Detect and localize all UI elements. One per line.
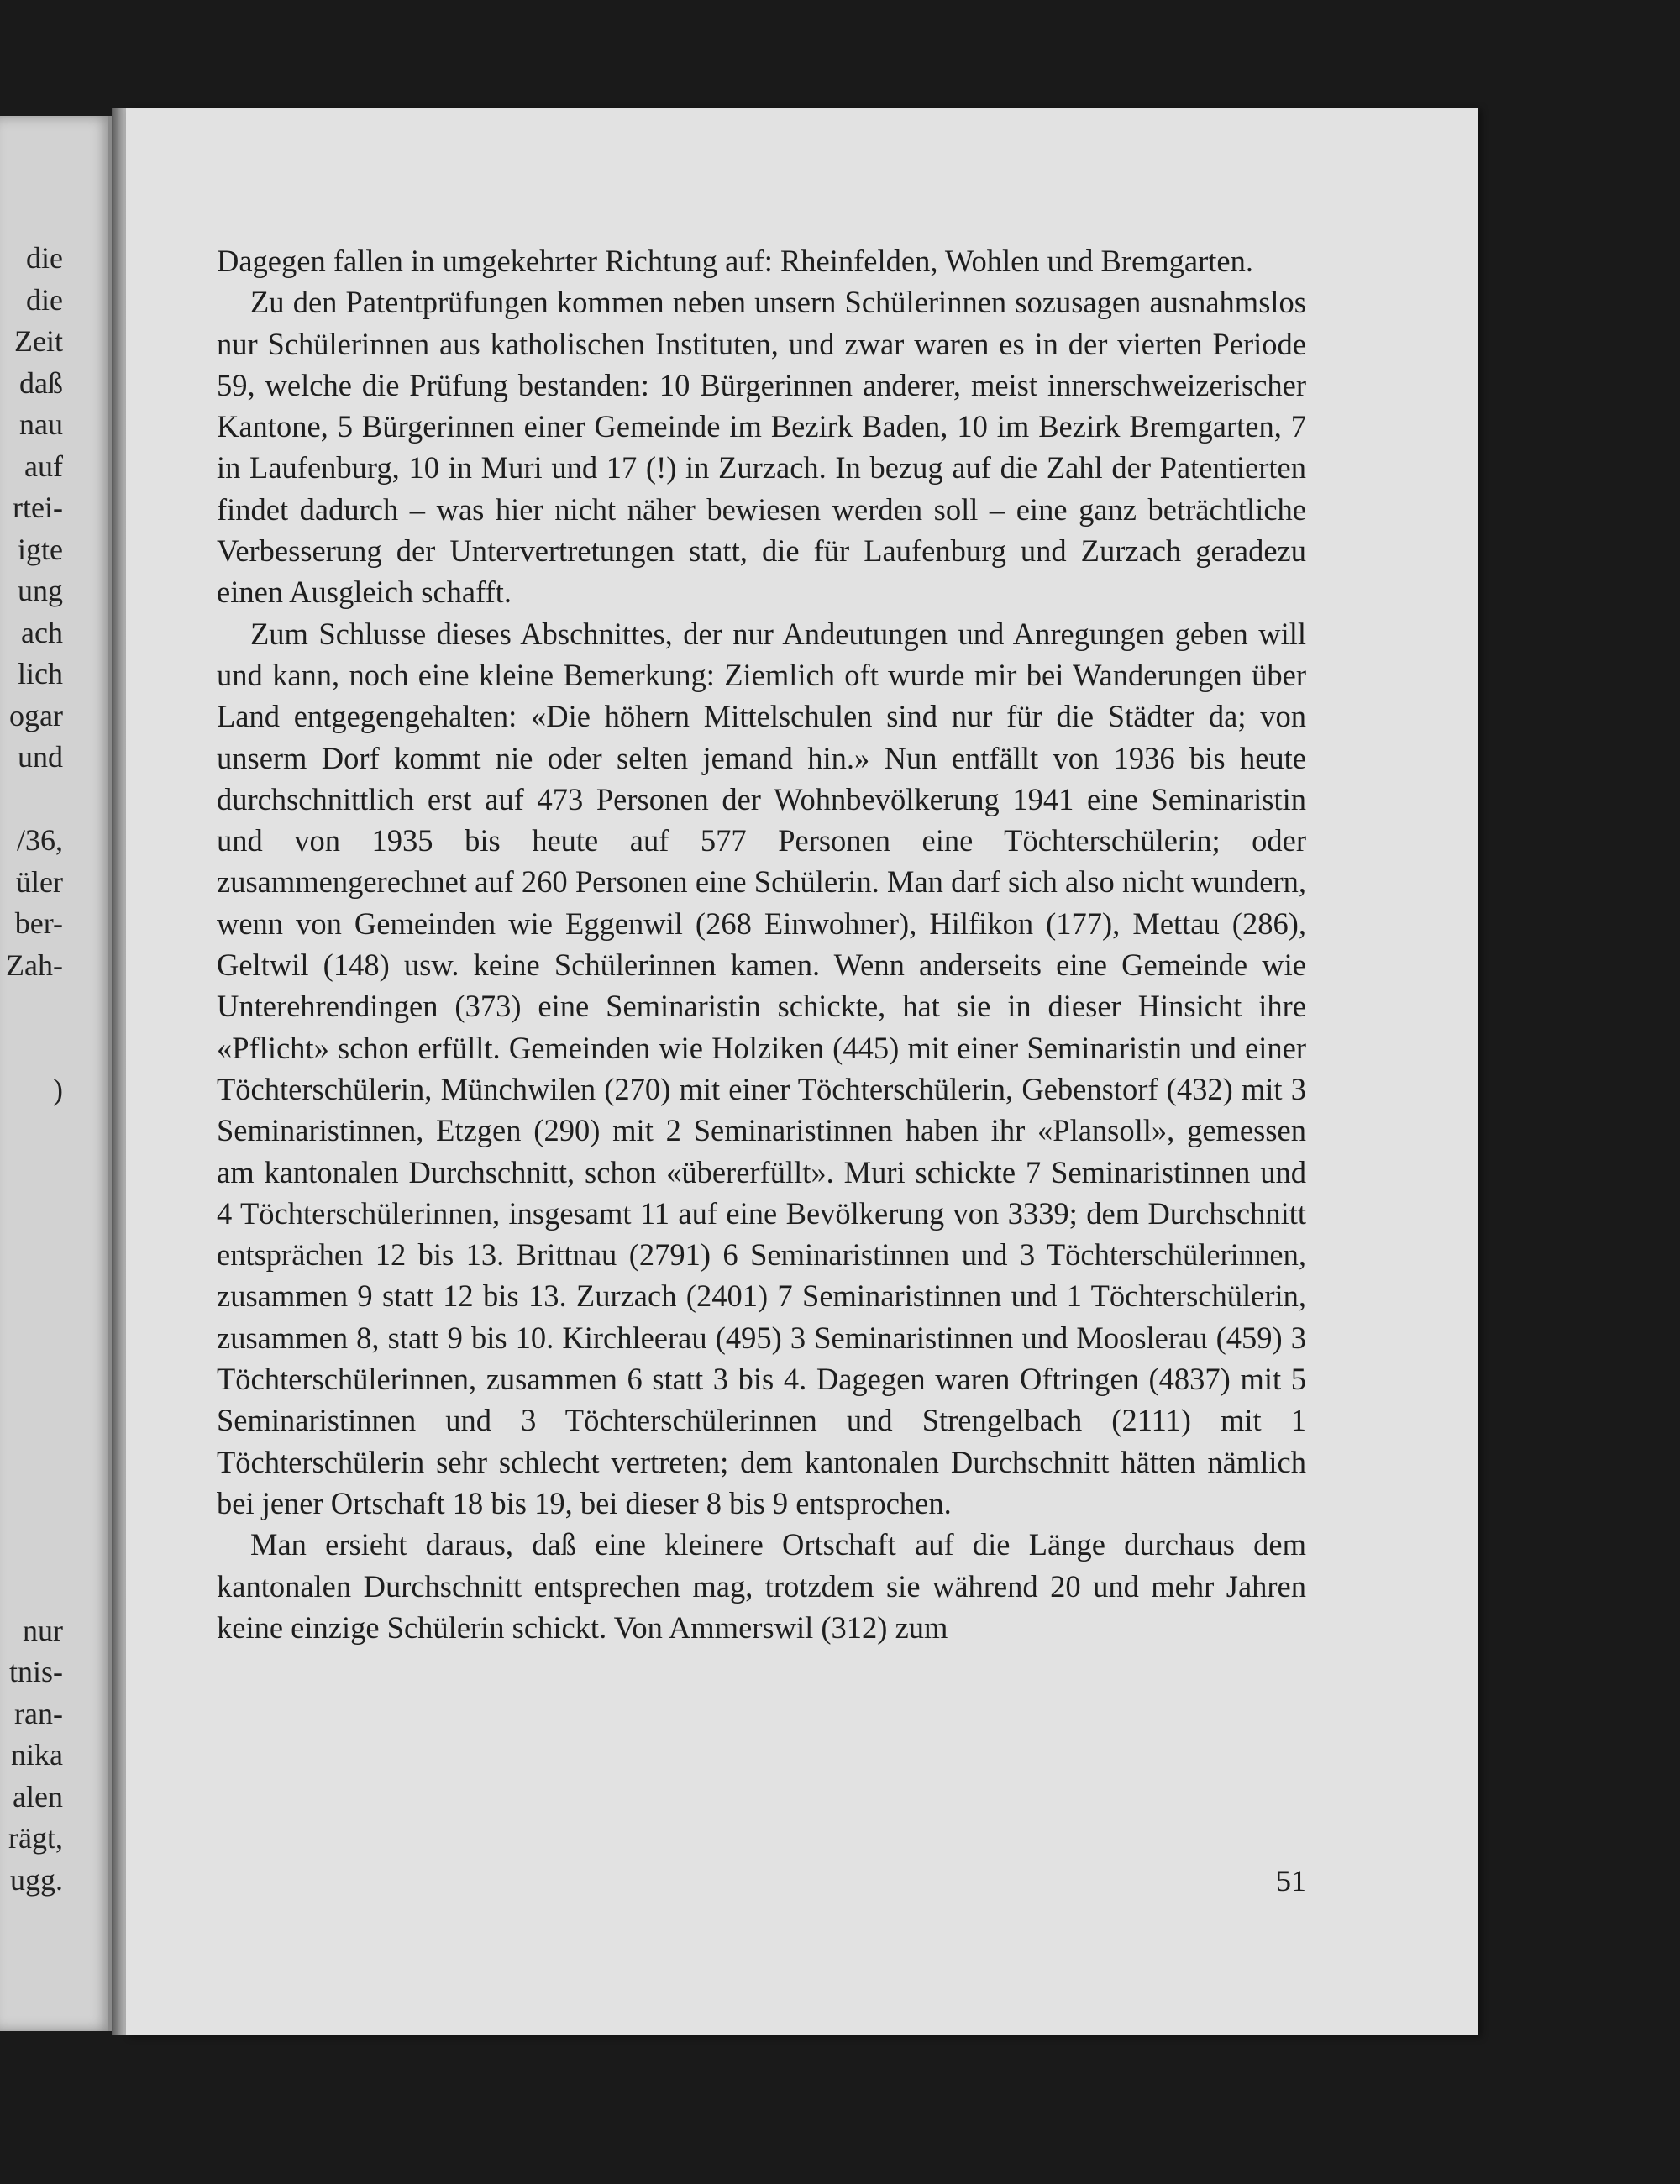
paragraph-3: Zum Schlusse dieses Abschnittes, der nur Andeutungen und Anregungen geben will und kann, noch eine kleine Bemerkung: Ziemlich oft wurde mir bei Wanderungen über Land entgegengehalten: «Die höhern Mittelschulen sind nur für die Städter da; von unserm Dorf kommt nie oder selten jemand hin.» Nun entfällt von 1936 bis heute durchschnittlich erst auf 473 Personen der Wohnbevölkerung 1941 eine Seminaristin und von 1935 bis heute auf 577 Personen eine Töchterschülerin; oder zusammengerechnet auf 260 Personen eine Schülerin. Man darf sich also nicht wundern, wenn von Gemeinden wie Eggenwil (268 Einwohner), Hilfikon (177), Mettau (286), Geltwil (148) usw. keine Schülerinnen kamen. Wenn anderseits eine Gemeinde wie Unterehrendingen (373) eine Seminaristin schickte, hat sie in dieser Hinsicht ihre «Pflicht» schon erfüllt. Gemeinden wie Holziken (445) mit einer Seminaristin und einer Töchterschülerin, Münchwilen (270) mit einer Töchterschülerin, Gebenstorf (432) mit 3 Seminaristinnen, Etzgen (290) mit 2 Seminaristinnen haben ihr «Plansoll», gemessen am kantonalen Durchschnitt, schon «übererfüllt». Muri schickte 7 Seminaristinnen und 4 Töchterschülerinnen, insgesamt 11 auf eine Bevölkerung von 3339; dem Durchschnitt entsprächen 12 bis 13. Brittnau (2791) 6 Seminaristinnen und 3 Töchterschülerinnen, zusammen 9 statt 12 bis 13. Zurzach (2401) 7 Seminaristinnen und 1 Töchterschülerin, zusammen 8, statt 9 bis 10. Kirchleerau (495) 3 Seminaristinnen und Mooslerau (459) 3 Töchterschülerinnen, zusammen 6 statt 3 bis 4. Dagegen waren Oftringen (4837) mit 5 Seminaristinnen und 3 Töchterschülerinnen und Strengelbach (2111) mit 1 Töchterschülerin sehr schlecht vertreten; dem kantonalen Durchschnitt hätten nämlich bei jener Ortschaft 18 bis 19, bei dieser 8 bis 9 entsprochen. bbox=[217, 616, 1306, 1520]
paragraph-4: Man ersieht daraus, daß eine kleinere Ortschaft auf die Länge durchaus dem kantonalen Durchschnitt entsprechen mag, trotzdem sie während 20 und mehr Jahren keine einzige Schülerin schickt. Von Ammerswil (312) zum bbox=[217, 1527, 1306, 1645]
right-page bbox=[126, 108, 1478, 2035]
left-page-text-fragments: die die Zeit daß nau auf rtei- igte ung ach lich ogar und /36, üler ber- Zah- ) nur tnis- ran- nika alen rägt, ugg. bbox=[6, 241, 63, 1897]
left-page-edge bbox=[0, 116, 113, 2031]
paragraph-1: Dagegen fallen in umgekehrter Richtung auf: Rheinfelden, Wohlen und Bremgarten. bbox=[217, 244, 1253, 278]
paragraph-2: Zu den Patentprüfungen kommen neben unsern Schülerinnen sozusagen ausnahmslos nur Schülerinnen aus katholischen Instituten, und zwar waren es in der vierten Periode 59, welche die Prüfung bestanden: 10 Bürgerinnen anderer, meist innerschweizerischer Kantone, 5 Bürgerinnen einer Gemeinde im Bezirk Baden, 10 im Bezirk Bremgarten, 7 in Laufenburg, 10 in Muri und 17 (!) in Zurzach. In bezug auf die Zahl der Patentierten findet dadurch – was hier nicht näher bewiesen werden soll – eine ganz beträchtliche Verbesserung der Untervertretungen statt, die für Laufenburg und Zurzach geradezu einen Ausgleich schafft. bbox=[217, 285, 1306, 610]
page-number: 51 bbox=[1276, 1864, 1306, 1898]
body-text bbox=[217, 240, 1306, 1648]
